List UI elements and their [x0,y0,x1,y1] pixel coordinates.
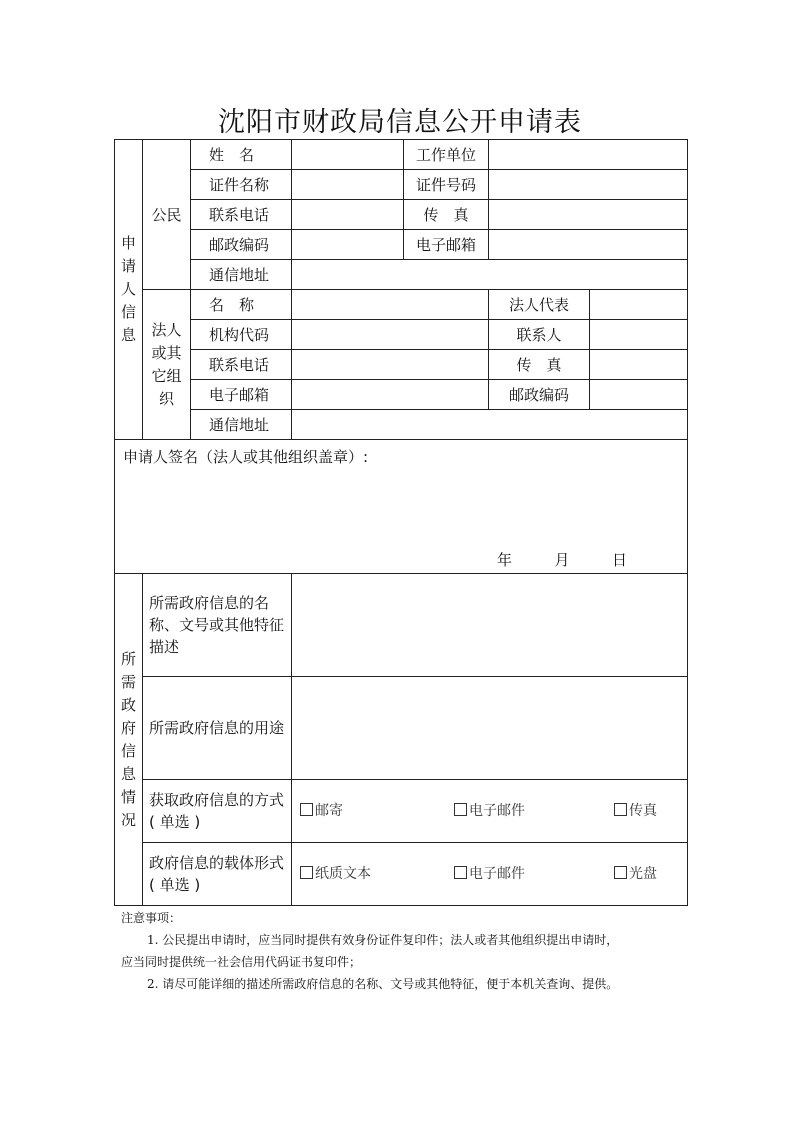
date-year-label: 年 [497,551,513,569]
applicant-info-section-label: 申 请 人 信 息 [115,140,143,440]
checkbox-icon[interactable] [300,866,313,879]
note-item-2: 2. 请尽可能详细的描述所需政府信息的名称、文号或其他特征，便于本机关查询、提供。 [147,977,619,991]
application-form-table [114,139,688,906]
checkbox-icon[interactable] [300,803,313,816]
org-fax-label: 传 真 [489,350,590,380]
info-description-field[interactable] [292,574,688,677]
citizen-id-number-field[interactable] [489,170,688,200]
citizen-phone-label: 联系电话 [191,200,292,230]
citizen-label: 公民 [143,140,191,290]
checkbox-icon[interactable] [614,866,627,879]
note-item-1-continued: 应当同时提供统一社会信用代码证书复印件； [121,955,362,969]
method-options [292,780,688,843]
org-legal-rep-label: 法人代表 [489,290,590,320]
org-name-label: 名 称 [191,290,292,320]
citizen-id-number-label: 证件号码 [404,170,489,200]
org-code-field[interactable] [292,320,489,350]
notes [121,907,687,995]
citizen-postcode-field[interactable] [292,230,404,260]
org-legal-rep-field[interactable] [590,290,688,320]
notes-heading: 注意事项： [121,911,182,925]
citizen-postcode-label: 邮政编码 [191,230,292,260]
info-section-label: 所 需 政 府 信 息 情 况 [115,574,143,906]
org-contact-label: 联系人 [489,320,590,350]
citizen-address-label: 通信地址 [191,260,292,290]
org-name-field[interactable] [292,290,489,320]
citizen-name-field[interactable] [292,140,404,170]
org-phone-label: 联系电话 [191,350,292,380]
carrier-label: 政府信息的载体形式( 单选 ) [143,843,292,906]
checkbox-icon[interactable] [614,803,627,816]
info-purpose-label: 所需政府信息的用途 [143,677,292,780]
citizen-email-label: 电子邮箱 [404,230,489,260]
note-item-1: 1. 公民提出申请时，应当同时提供有效身份证件复印件；法人或者其他组织提出申请时， [147,933,619,947]
org-address-field[interactable] [292,410,688,440]
citizen-employer-label: 工作单位 [404,140,489,170]
carrier-option-disc[interactable]: 光盘 [614,863,657,883]
org-contact-field[interactable] [590,320,688,350]
citizen-fax-label: 传 真 [404,200,489,230]
org-email-field[interactable] [292,380,489,410]
org-email-label: 电子邮箱 [191,380,292,410]
signature-date [497,549,627,570]
citizen-email-field[interactable] [489,230,688,260]
org-postcode-label: 邮政编码 [489,380,590,410]
signature-label: 申请人签名（法人或其他组织盖章）: [123,448,369,466]
info-description-label: 所需政府信息的名称、文号或其他特征描述 [143,574,292,677]
org-address-label: 通信地址 [191,410,292,440]
citizen-employer-field[interactable] [489,140,688,170]
org-postcode-field[interactable] [590,380,688,410]
date-month-label: 月 [554,551,570,569]
citizen-address-field[interactable] [292,260,688,290]
org-phone-field[interactable] [292,350,489,380]
signature-area[interactable] [115,440,688,574]
carrier-option-paper[interactable]: 纸质文本 [300,863,371,883]
citizen-fax-field[interactable] [489,200,688,230]
checkbox-icon[interactable] [454,866,467,879]
method-label: 获取政府信息的方式( 单选 ) [143,780,292,843]
carrier-options [292,843,688,906]
org-fax-field[interactable] [590,350,688,380]
date-day-label: 日 [611,551,627,569]
info-purpose-field[interactable] [292,677,688,780]
method-option-fax[interactable]: 传真 [614,800,657,820]
method-option-email[interactable]: 电子邮件 [454,800,525,820]
citizen-id-type-label: 证件名称 [191,170,292,200]
method-option-mail[interactable]: 邮寄 [300,800,343,820]
carrier-option-email[interactable]: 电子邮件 [454,863,525,883]
citizen-id-type-field[interactable] [292,170,404,200]
org-label: 法人 或其 它组 织 [143,290,191,440]
checkbox-icon[interactable] [454,803,467,816]
form-title: 沈阳市财政局信息公开申请表 [218,107,582,138]
citizen-phone-field[interactable] [292,200,404,230]
citizen-name-label: 姓 名 [191,140,292,170]
org-code-label: 机构代码 [191,320,292,350]
